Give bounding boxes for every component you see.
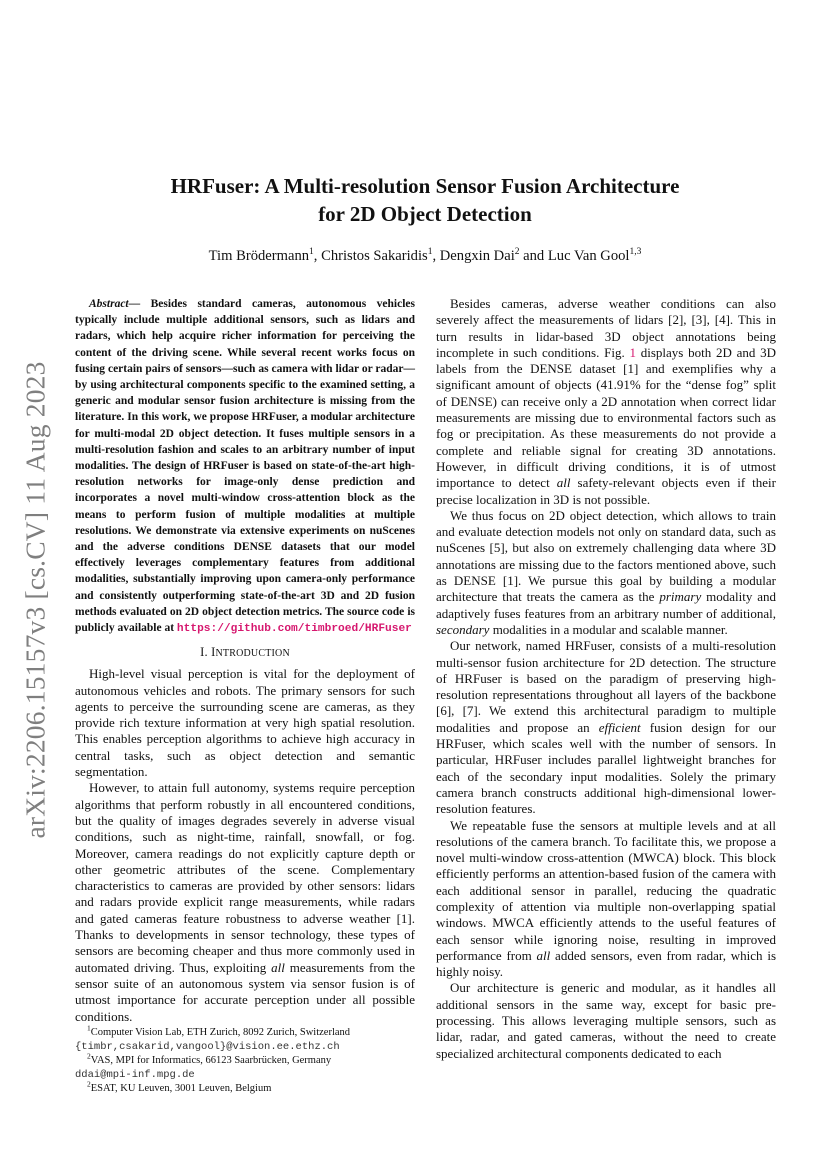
title-line-1: HRFuser: A Multi-resolution Sensor Fusion Architecture <box>170 174 680 198</box>
paragraph-text: modality and adaptively fuses features from an arbitrary number of additional, <box>436 589 776 621</box>
author-separator: and <box>519 248 548 264</box>
footnote-marker: 2 <box>87 1051 91 1061</box>
paragraph-text: Besides cameras, adverse weather conditions can also severely affect the measurements of lidars [2], [3], [4]. This in turn results in lidar-based 3D object annotations being incomplete in such conditions. Fig. <box>436 296 776 360</box>
paragraph-text: measurements from the sensor suite of an autonomous system via sensor fusion is of utmost importance for accurate perception under all possible conditions. <box>75 959 416 1024</box>
arxiv-stamp <box>18 350 54 850</box>
emphasis: efficient <box>598 719 641 735</box>
paragraph-text: modalities in a modular and scalable manner. <box>489 621 728 637</box>
abstract-heading: Abstract <box>89 298 129 310</box>
paragraph <box>436 638 776 817</box>
paragraph <box>75 780 415 1024</box>
section-title-initial: I <box>211 645 216 660</box>
paragraph-text: fusion design for our HRFuser, which scales well with the number of sensors. In particular, HRFuser includes parallel lightweight branches for each of the secondary input modalities. Solely the primary camera branch constructs additional high-dimensional lower-resolution features. <box>436 719 776 817</box>
author-separator: , <box>313 248 322 264</box>
paragraph-text: displays both 2D and 3D labels from the DENSE dataset [1] and exemplifies why a significant amount of objects (41.91% for the “dense fog” split of DENSE) can receive only a 2D annotation when correct lidar measurements are missing due to environmental factors such as fog or precipitation. As these measurements do not provide a complete and reliable signal for creating 3D annotations. However, in difficult driving conditions, it is of utmost importance to detect <box>436 344 776 491</box>
paragraph: Our architecture is generic and modular, as it handles all additional sensors in the same way, except for basic pre-processing. This allows leveraging multiple sensors, such as lidar, radar, and gated cameras, without the need to create specialized architectural components dedicated to each <box>436 980 776 1061</box>
author-name: Christos Sakaridis <box>321 248 428 264</box>
abstract <box>75 296 415 637</box>
author-affiliation: 1,3 <box>629 247 642 258</box>
paragraph: High-level visual perception is vital for the deployment of autonomous vehicles and robots. The primary sensors for such agents to perceive the surrounding scene are cameras, as they provide rich texture information at very high spatial resolution. This enables perception algorithms to achieve high accuracy in central tasks, such as object detection and semantic segmentation. <box>75 666 415 780</box>
section-title-rest: NTRODUCTION <box>215 648 290 660</box>
footnote-email[interactable]: ddai@mpi-inf.mpg.de <box>75 1068 195 1081</box>
author-affiliation: 1 <box>427 247 433 258</box>
emphasis: all <box>536 947 551 963</box>
paragraph <box>436 296 776 508</box>
footnote-2 <box>75 1051 415 1082</box>
emphasis: primary <box>659 589 702 605</box>
footnote-1 <box>75 1023 415 1054</box>
footnote-text: ESAT, KU Leuven, 3001 Leuven, Belgium <box>90 1083 272 1094</box>
paper-title <box>100 172 750 228</box>
author-affiliation: 2 <box>514 247 520 258</box>
footnote-text: VAS, MPI for Informatics, 66123 Saarbrücken, Germany <box>90 1055 332 1066</box>
left-column <box>75 296 415 1025</box>
abstract-dash: — <box>128 298 151 310</box>
footnote-text: Computer Vision Lab, ETH Zurich, 8092 Zurich, Switzerland <box>90 1027 351 1038</box>
paragraph-text: We repeatable fuse the sensors at multiple levels and at all resolutions of the camera branch. To facilitate this, we propose a novel multi-window cross-attention (MWCA) block. This block efficiently performs an attention-based fusion of the camera with each additional sensor in parallel, reducing the quadratic complexity of attention via multiple non-overlapping spatial windows. MWCA efficiently attends to the useful features of each sensor while ignoring noise, resulting in improved performance from <box>436 817 776 963</box>
paragraph-text: We thus focus on 2D object detection, which allows to train and evaluate detection models not only on standard data, such as nuScenes [5], but also on extremely challenging data where 3D annotations are missing due to the factors mentioned above, such as DENSE [1]. We pursue this goal by building a modular architecture that treats the camera as the <box>436 507 776 605</box>
figure-reference-link[interactable]: 1 <box>629 344 636 360</box>
author-separator: , <box>432 248 440 264</box>
author-affiliation: 1 <box>309 247 314 258</box>
paragraph <box>436 508 776 638</box>
footnotes <box>75 1023 415 1096</box>
footnote-3 <box>75 1079 415 1096</box>
footnote-marker: 2 <box>87 1079 91 1089</box>
right-column <box>436 296 776 1062</box>
section-heading-introduction <box>75 645 415 660</box>
emphasis: all <box>271 959 285 975</box>
source-code-link[interactable]: https://github.com/timbroed/HRFuser <box>176 623 412 636</box>
abstract-text: Besides standard cameras, autonomous vehicles typically include multiple additional sensors, such as lidars and radars, which help acquire richer information for perceiving the content of the driving scene. While several recent works focus on fusing certain pairs of sensors—such as camera with lidar or radar—by using architectural components specific to the examined setting, a generic and modular sensor fusion architecture is missing from the literature. In this work, we propose HRFuser, a modular architecture for multi-modal 2D object detection. It fuses multiple sensors in a multi-resolution fashion and scales to an arbitrary number of input modalities. The design of HRFuser is based on state-of-the-art high-resolution networks for image-only dense prediction and incorporates a novel multi-window cross-attention block as the means to perform fusion of multiple modalities at multiple resolutions. We demonstrate via extensive experiments on nuScenes and the adverse conditions DENSE datasets that our model effectively leverages complementary features from additional modalities, substantially improving upon camera-only performance and consistently outperforming state-of-the-art 3D and 2D fusion methods evaluated on 2D object detection metrics. The source code is publicly available at <box>75 298 416 635</box>
paragraph <box>436 818 776 981</box>
author-list <box>100 248 750 265</box>
paragraph-text: safety-relevant objects even if their precise localization in 3D is not possible. <box>436 475 777 507</box>
arxiv-id: arXiv:2206.15157v3 [cs.CV] 11 Aug 2023 <box>20 361 52 839</box>
author-name: Tim Brödermann <box>208 248 310 264</box>
paragraph-text: added sensors, even from radar, which is highly noisy. <box>436 947 777 980</box>
paragraph-text: Our network, named HRFuser, consists of a multi-resolution multi-sensor fusion architecture for 2D detection. The structure of HRFuser is based on the paradigm of preserving high-resolution representations throughout all layers of the backbone [6], [7]. We extend this architectural paradigm to multiple modalities and propose an <box>436 638 776 735</box>
footnote-email[interactable]: {timbr,csakarid,vangool}@vision.ee.ethz.ch <box>75 1040 340 1053</box>
emphasis: secondary <box>436 621 490 637</box>
paragraph-text: However, to attain full autonomy, systems require perception algorithms that perform robustly in all encountered conditions, but the quality of images degrades severely in adverse visual conditions, such as night-time, rainfall, snowfall, or fog. Moreover, camera readings do not explicitly capture depth or other geometric attributes of the scene. Complementary characteristics to cameras are provided by other sensors: lidars and radars provide explicit range measurements, while radars and gated cameras feature robustness to adverse weather [1]. Thanks to developments in sensor technology, these types of sensors are becoming cheaper and thus more commonly used in automated driving. Thus, exploiting <box>75 780 415 975</box>
author-name: Luc Van Gool <box>547 248 630 264</box>
emphasis: all <box>556 475 571 491</box>
author-name: Dengxin Dai <box>439 248 515 264</box>
section-numeral: I. <box>200 645 212 660</box>
footnote-marker: 1 <box>87 1023 91 1033</box>
title-line-2: for 2D Object Detection <box>318 202 532 226</box>
